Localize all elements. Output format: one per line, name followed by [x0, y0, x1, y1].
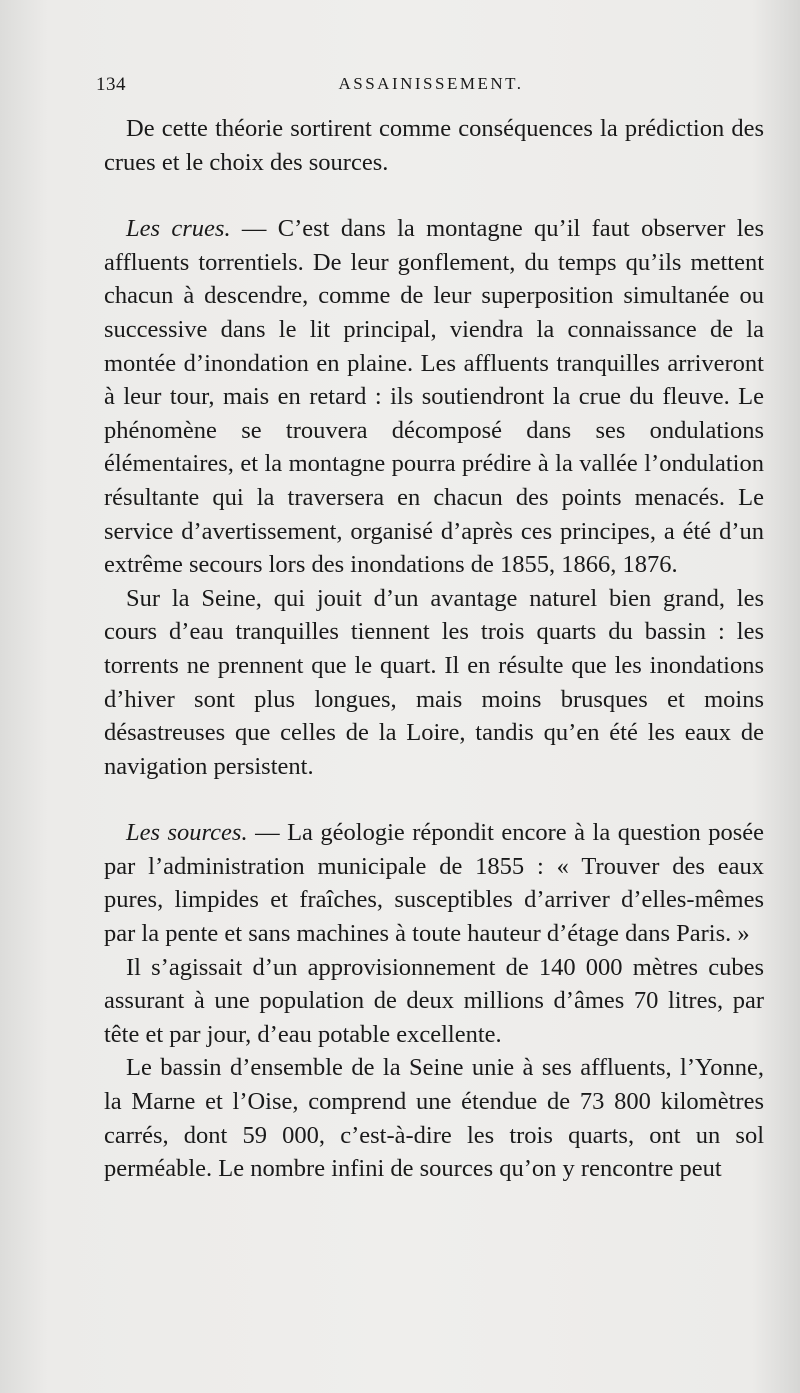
- page-header: [96, 74, 766, 104]
- paragraph-crues-text: — C’est dans la montagne qu’il faut observer les affluents torrentiels. De leur gonflement, du temps qu’ils mettent chacun à descendre, comme de leur superposition simultanée ou successive dans le lit principal, viendra la connaissance de la montée d’inondation en plaine. Les affluents tranquilles arriveront à leur tour, mais en retard : ils soutiendront la crue du fleuve. Le phénomène se trouvera décomposé dans ses ondulations élémentaires, et la montagne pourra prédire à la vallée l’ondulation résultante qui la traversera en chacun des points menacés. Le service d’avertissement, organisé d’après ces principes, a été d’un extrême secours lors des inondations de 1855, 1866, 1876.: [104, 215, 764, 579]
- paragraph-sources: [104, 816, 764, 950]
- page-number: 134: [96, 74, 126, 95]
- paragraph-bassin: Le bassin d’ensemble de la Seine unie à ses affluents, l’Yonne, la Marne et l’Oise, comprend une étendue de 73 800 kilomètres carrés, dont 59 000, c’est-à-dire les trois quarts, ont un sol perméable. Le nombre infini de sources qu’on y rencontre peut: [104, 1054, 764, 1183]
- running-head: ASSAINISSEMENT.: [338, 74, 524, 93]
- paragraph-sources-text: — La géologie répondit encore à la question posée par l’administration municipale de 1855 : « Trouver des eaux pures, limpides et fraîches, susceptibles d’arriver d’elles-mêmes par la pente et sans machines à toute hauteur d’étage dans Paris. »: [104, 819, 764, 948]
- paragraph-seine: Sur la Seine, qui jouit d’un avantage naturel bien grand, les cours d’eau tranquilles tiennent les trois quarts du bassin : les torrents ne prennent que le quart. Il en résulte que les inondations d’hiver sont plus longues, mais moins brusques et moins désastreuses que celles de la Loire, tandis qu’en été les eaux de navigation persistent.: [104, 584, 764, 780]
- paragraph-intro: De cette théorie sortirent comme conséquences la prédiction des crues et le choix des sources.: [104, 115, 764, 176]
- section-lead-sources: Les sources.: [126, 819, 248, 847]
- body-text: [104, 112, 764, 1186]
- paragraph-crues: [104, 212, 764, 582]
- paragraph-approvisionnement: Il s’agissait d’un approvisionnement de 140 000 mètres cubes assurant à une population de deux millions d’âmes 70 litres, par tête et par jour, d’eau potable excellente.: [104, 953, 764, 1048]
- section-lead-crues: Les crues.: [126, 215, 231, 243]
